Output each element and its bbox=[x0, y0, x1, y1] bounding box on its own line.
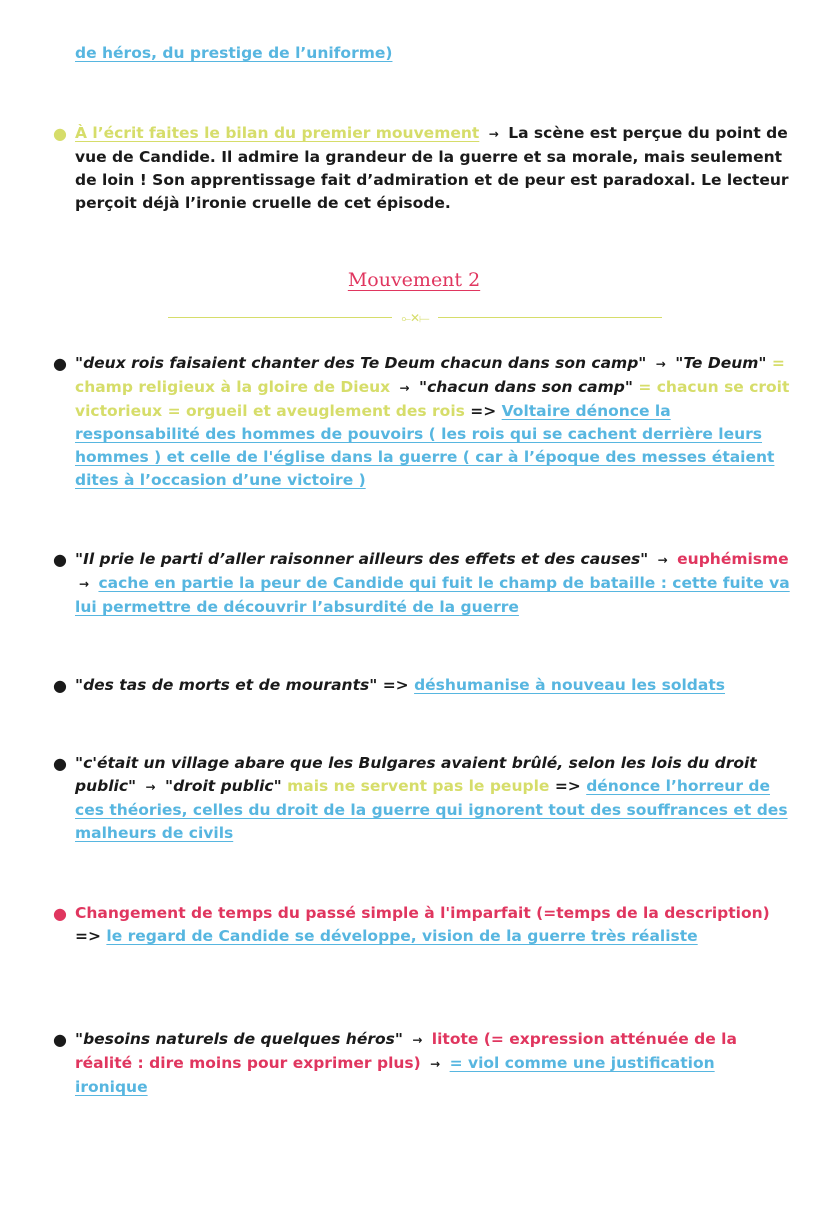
divider-ornament-icon: ⟜✕⟝ bbox=[401, 311, 429, 325]
analysis-text: orgueil et aveuglement des rois bbox=[185, 402, 465, 420]
interpretation-text: dénonce l’horreur de ces théories, celles du droit de la guerre qui ignorent tout des souffrances et des malheurs de civils bbox=[75, 777, 788, 842]
arrow-icon: → bbox=[430, 1057, 441, 1071]
arrow-icon: → bbox=[488, 127, 499, 141]
quote: "deux rois faisaient chanter des Te Deum chacun dans son camp" bbox=[75, 354, 647, 372]
list-item bbox=[53, 352, 790, 492]
interpretation-text: déshumanise à nouveau les soldats bbox=[414, 676, 725, 694]
analysis-text: chacun se croit victorieux bbox=[75, 378, 790, 420]
implies-sign: => bbox=[382, 676, 409, 694]
list-item bbox=[53, 902, 790, 948]
arrow-icon: → bbox=[412, 1033, 423, 1047]
arrow-icon: → bbox=[79, 577, 90, 591]
implies-sign: => bbox=[470, 402, 497, 420]
quote: "droit public" bbox=[165, 777, 282, 795]
bullet-icon: ● bbox=[53, 550, 67, 569]
figure-of-speech: Changement de temps du passé simple à l'imparfait (=temps de la description) bbox=[75, 904, 770, 922]
quote: "des tas de morts et de mourants" bbox=[75, 676, 378, 694]
bilan-label: À l’écrit faites le bilan du premier mouvement bbox=[75, 124, 480, 142]
analysis-text: champ religieux à la gloire de Dieux bbox=[75, 378, 391, 396]
list-item bbox=[53, 1028, 790, 1099]
implies-sign: => bbox=[554, 777, 581, 795]
figure-of-speech: euphémisme bbox=[677, 550, 789, 568]
quote: "Te Deum" bbox=[675, 354, 767, 372]
bilan-bullet bbox=[53, 122, 790, 215]
list-item bbox=[53, 752, 790, 845]
interpretation-text: = viol comme une justification ironique bbox=[75, 1054, 715, 1096]
bullet-icon: ● bbox=[53, 124, 67, 143]
arrow-icon: → bbox=[657, 553, 668, 567]
list-item bbox=[53, 548, 790, 619]
implies-sign: => bbox=[75, 927, 101, 945]
bullet-icon: ● bbox=[53, 1030, 67, 1049]
bilan-text: La scène est perçue du point de vue de Candide. Il admire la grandeur de la guerre et sa morale, mais seulement de loin ! Son apprentissage fait d’admiration et de peur est paradoxal. Le lecteur perçoit déjà l’ironie cruelle de cet épisode. bbox=[75, 124, 789, 212]
continuation-text: de héros, du prestige de l’uniforme) bbox=[75, 44, 393, 62]
interpretation-text: Voltaire dénonce la responsabilité des hommes de pouvoirs ( les rois qui se cachent derrière leurs hommes ) et celle de l'église dans la guerre ( car à l’époque des messes étaient dites à l’occasion d’une victoire ) bbox=[75, 402, 775, 489]
section-divider bbox=[168, 310, 662, 326]
bullet-icon: ● bbox=[53, 354, 67, 373]
arrow-icon: → bbox=[399, 381, 410, 395]
interpretation-text: le regard de Candide se développe, vision de la guerre très réaliste bbox=[106, 927, 698, 945]
quote: "c'était un village abare que les Bulgares avaient brûlé, selon les lois du droit public" bbox=[75, 754, 757, 795]
interpretation-text: cache en partie la peur de Candide qui fuit le champ de bataille : cette fuite va lui permettre de découvrir l’absurdité de la guerre bbox=[75, 574, 790, 616]
equals-sign: = bbox=[638, 378, 652, 396]
figure-of-speech: litote (= expression atténuée de la réalité : dire moins pour exprimer plus) bbox=[75, 1030, 737, 1072]
arrow-icon: → bbox=[145, 780, 156, 794]
section-title: Mouvement 2 bbox=[347, 269, 481, 291]
quote: "chacun dans son camp" bbox=[419, 378, 633, 396]
equals-sign: = bbox=[167, 402, 181, 420]
continuation-line bbox=[75, 42, 790, 65]
analysis-text: mais ne servent pas le peuple bbox=[287, 777, 550, 795]
equals-sign: = bbox=[771, 354, 785, 372]
list-item bbox=[53, 674, 790, 697]
quote: "besoins naturels de quelques héros" bbox=[75, 1030, 403, 1048]
quote: "Il prie le parti d’aller raisonner ailleurs des effets et des causes" bbox=[75, 550, 649, 568]
arrow-icon: → bbox=[655, 357, 666, 371]
bullet-icon: ● bbox=[53, 904, 67, 923]
bullet-icon: ● bbox=[53, 676, 67, 695]
bullet-icon: ● bbox=[53, 754, 67, 773]
